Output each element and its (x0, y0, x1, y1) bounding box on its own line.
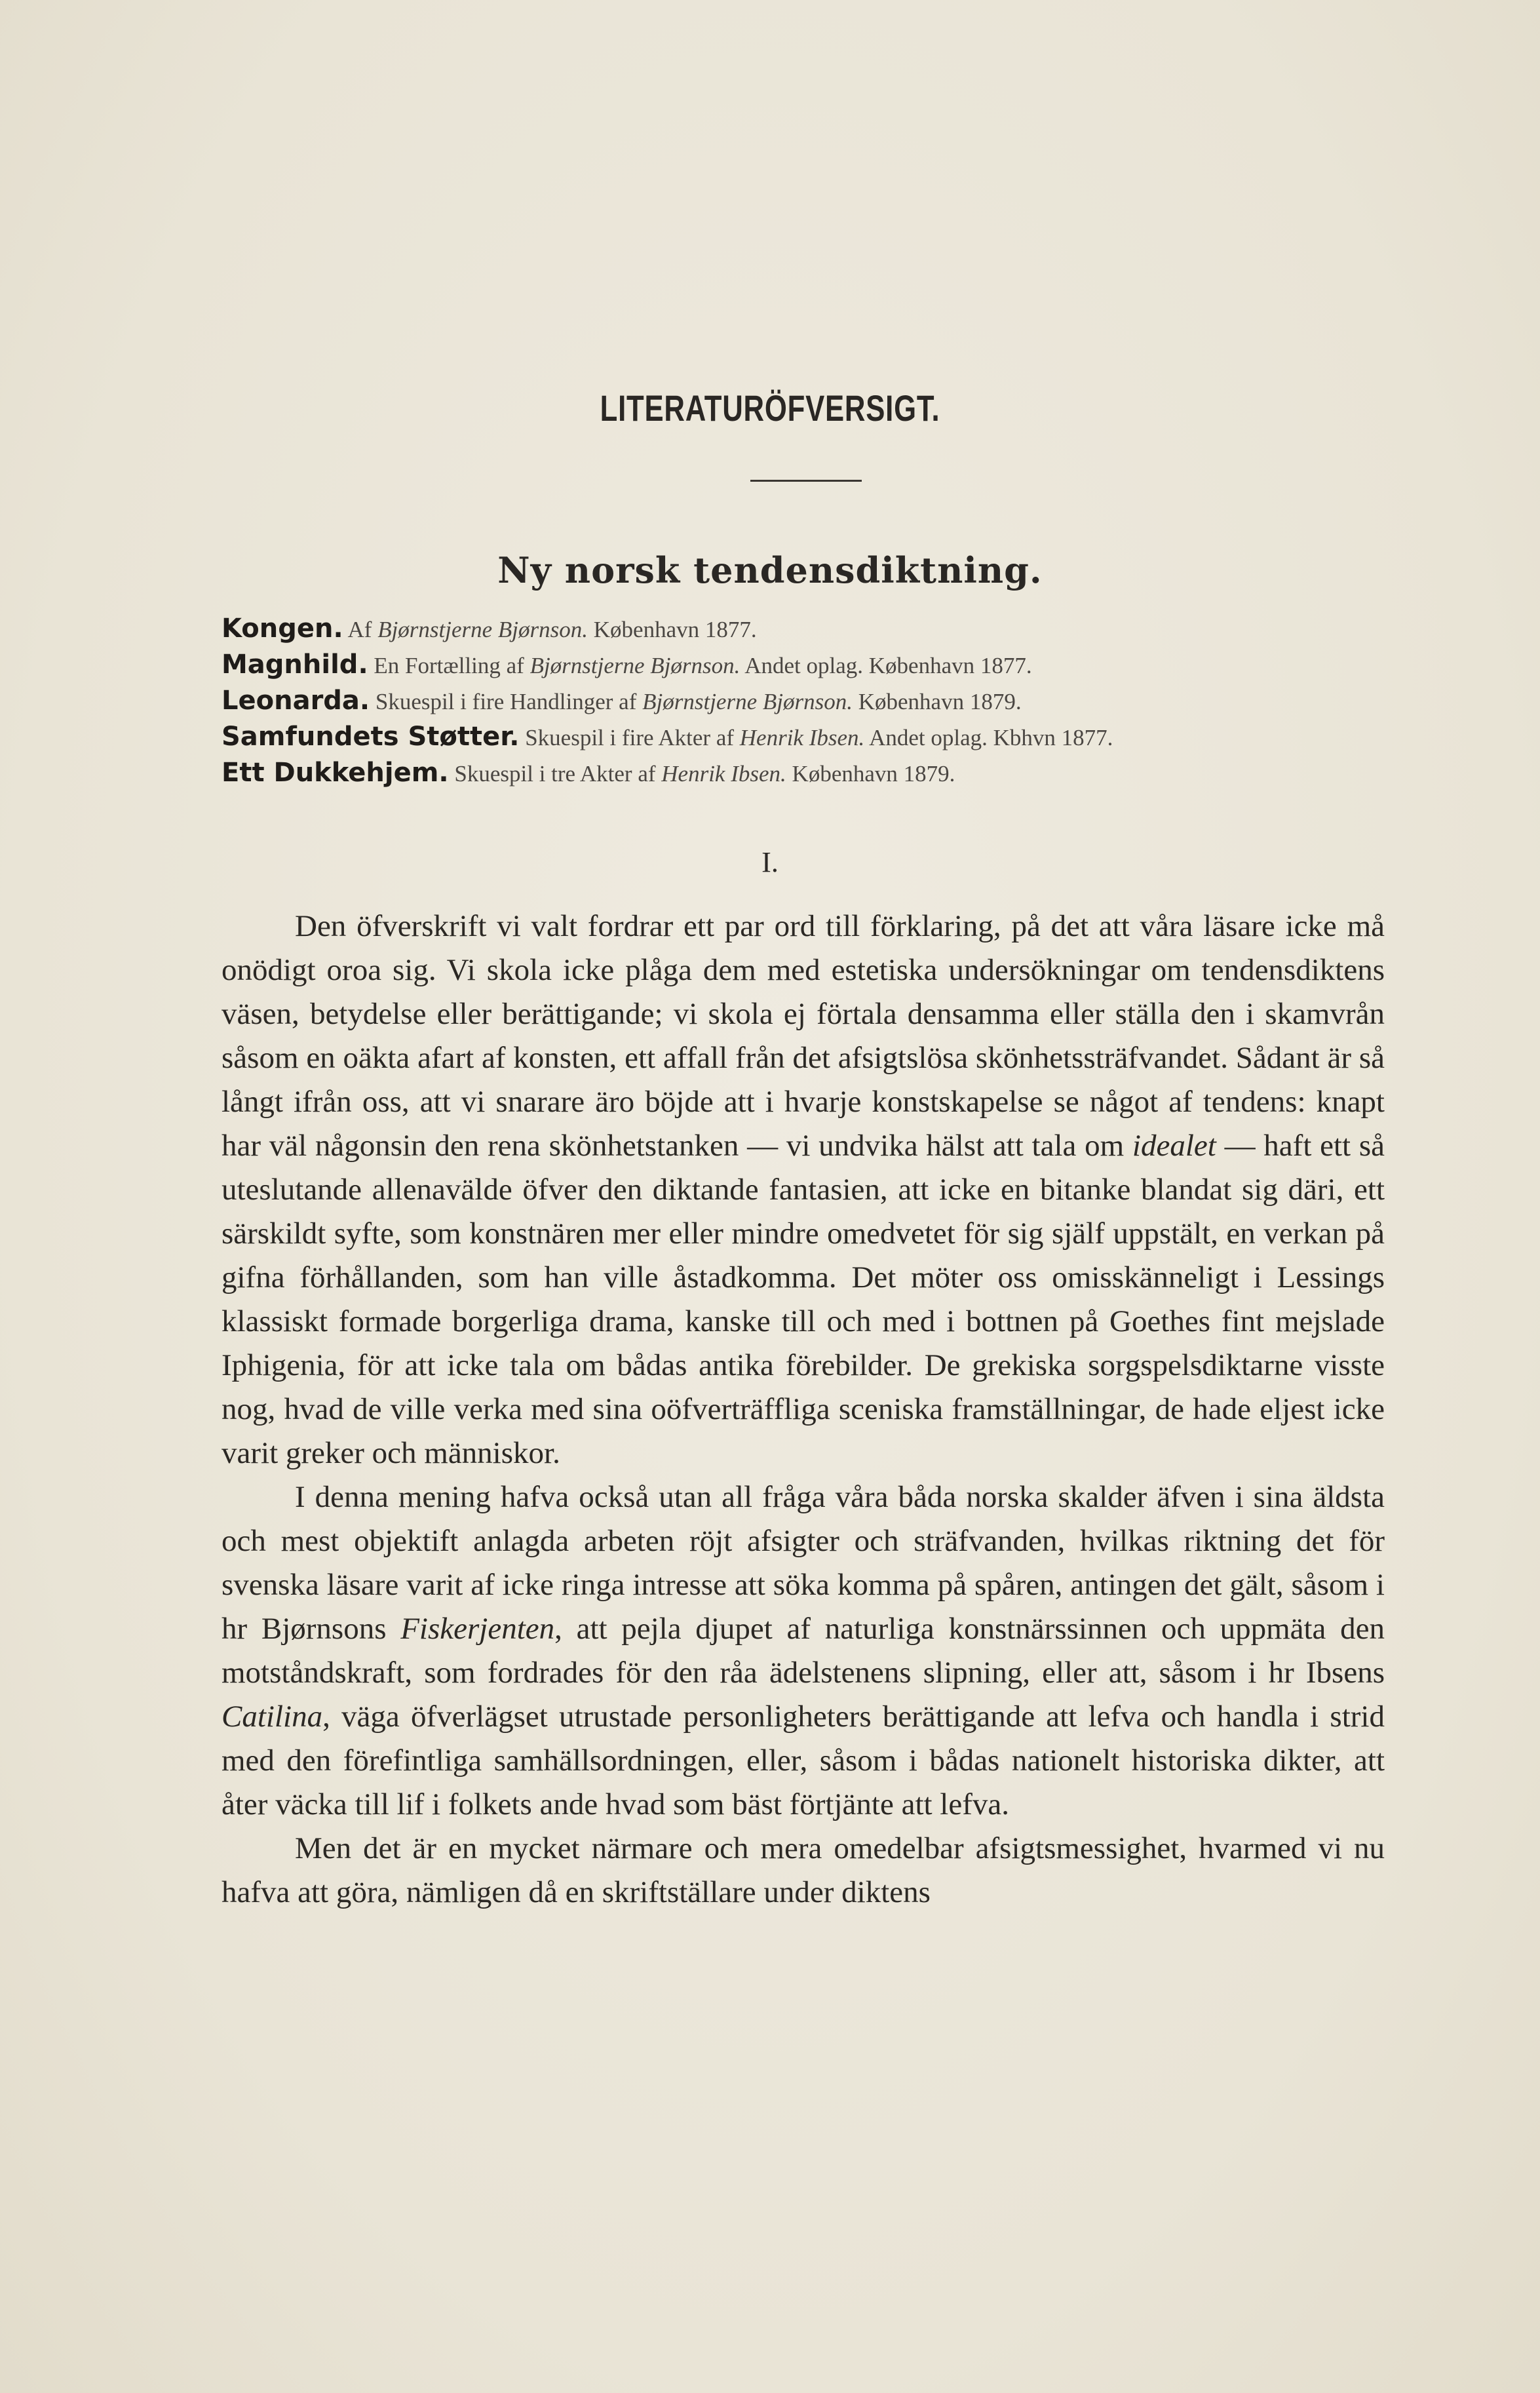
work-title: Kongen. (221, 613, 343, 644)
emphasis: idealet (1132, 1129, 1216, 1163)
paragraph-text: , väga öfverlägset utrustade personligheters berättigande att lefva och handla i strid med den förefintliga samhällsordningen, eller, såsom i bådas nationelt historiska dikter, att åter väcka till lif i folkets ande hvad som bäst förtjänte att lefva. (221, 1700, 1385, 1821)
work-desc: Skuespil i tre Akter af (448, 761, 662, 787)
work-entry (221, 611, 1408, 647)
title-divider (750, 480, 862, 482)
work-author: Bjørnstjerne Bjørnson. (377, 617, 588, 642)
work-author: Henrik Ibsen. (661, 761, 786, 787)
work-title: Ett Dukkehjem. (221, 758, 449, 788)
paragraph-text: I denna mening hafva också utan all fråga våra båda norska skalder äfven i sina äldsta och mest objektift anlagda arbeten röjt afsigter och sträfvanden, hvilkas riktning det för svenska läsare varit af icke ringa intresse att söka komma på spåren, antingen det gält, såsom i hr Bjørnsons (221, 1480, 1385, 1646)
work-entry (221, 755, 1408, 791)
article-subtitle: Ny norsk tendensdiktning. (497, 549, 1043, 591)
work-author: Bjørnstjerne Bjørnson. (642, 689, 853, 714)
paragraph (221, 1475, 1385, 1827)
work-reference: Catilina (221, 1700, 323, 1734)
work-author: Bjørnstjerne Bjørnson. (529, 653, 741, 678)
reviewed-works-list (221, 611, 1408, 791)
work-desc: Skuespil i fire Akter af (519, 725, 740, 750)
paragraph-text: Men det är en mycket närmare och mera omedelbar afsigtsmessighet, hvarmed vi nu hafva att göra, nämligen då en skriftställare under diktens (221, 1831, 1385, 1909)
section-number: I. (761, 846, 779, 878)
article-body (221, 905, 1385, 1915)
paragraph-text: — haft ett så uteslutande allenavälde öfver den diktande fantasien, att icke en bitanke blandat sig däri, ett särskildt syfte, som konstnären mer eller mindre omedvetet för sig själf uppstält, en verkan på gifna förhållanden, som han ville åstadkomma. Det möter oss omisskänneligt i Lessings klassiskt formade borgerliga drama, kanske till och med i bottnen på Goethes fint mejslade Iphigenia, för att icke tala om bådas antika förebilder. De grekiska sorgspelsdiktarne visste nog, hvad de ville verka med sina oöfverträffliga sceniska framställningar, de hade eljest icke varit greker och människor. (221, 1129, 1385, 1470)
work-desc: Af (343, 617, 378, 642)
work-reference: Fiskerjenten (400, 1612, 555, 1646)
paragraph-text: Den öfverskrift vi valt fordrar ett par ord till förklaring, på det att våra läsare icke må onödigt oroa sig. Vi skola icke plåga dem med estetiska undersökningar om tendensdiktens väsen, betydelse eller berättigande; vi skola ej förtala densamma eller ställa den i skamvrån såsom en oäkta afart af konsten, ett affall från det afsigtslösa skönhetssträfvandet. Sådant är så långt ifrån oss, att vi snarare äro böjde att i hvarje konstskapelse se något af tendens: knapt har väl någonsin den rena skönhetstanken — vi undvika hälst att tala om (221, 909, 1385, 1163)
work-desc: Skuespil i fire Handlinger af (370, 689, 643, 714)
paragraph-text: , att pejla djupet af naturliga konstnärssinnen och uppmäta den motståndskraft, som fordrades för den råa ädelstenens slipning, eller att, såsom i hr Ibsens (221, 1612, 1385, 1690)
work-entry (221, 647, 1408, 683)
work-title: Leonarda. (221, 686, 370, 716)
work-desc: En Fortælling af (368, 653, 530, 678)
work-publication: Andet oplag. København 1877. (740, 653, 1032, 678)
work-entry (221, 683, 1408, 719)
work-author: Henrik Ibsen. (739, 725, 865, 750)
work-title: Samfundets Støtter. (221, 722, 520, 752)
page-title: LITERATURÖFVERSIGT. (600, 387, 940, 429)
paragraph (221, 905, 1385, 1475)
work-publication: Andet oplag. Kbhvn 1877. (864, 725, 1113, 750)
work-publication: København 1879. (786, 761, 955, 787)
paragraph (221, 1827, 1385, 1915)
work-title: Magnhild. (221, 650, 368, 680)
work-publication: København 1879. (852, 689, 1022, 714)
work-publication: København 1877. (588, 617, 757, 642)
work-entry (221, 719, 1408, 755)
